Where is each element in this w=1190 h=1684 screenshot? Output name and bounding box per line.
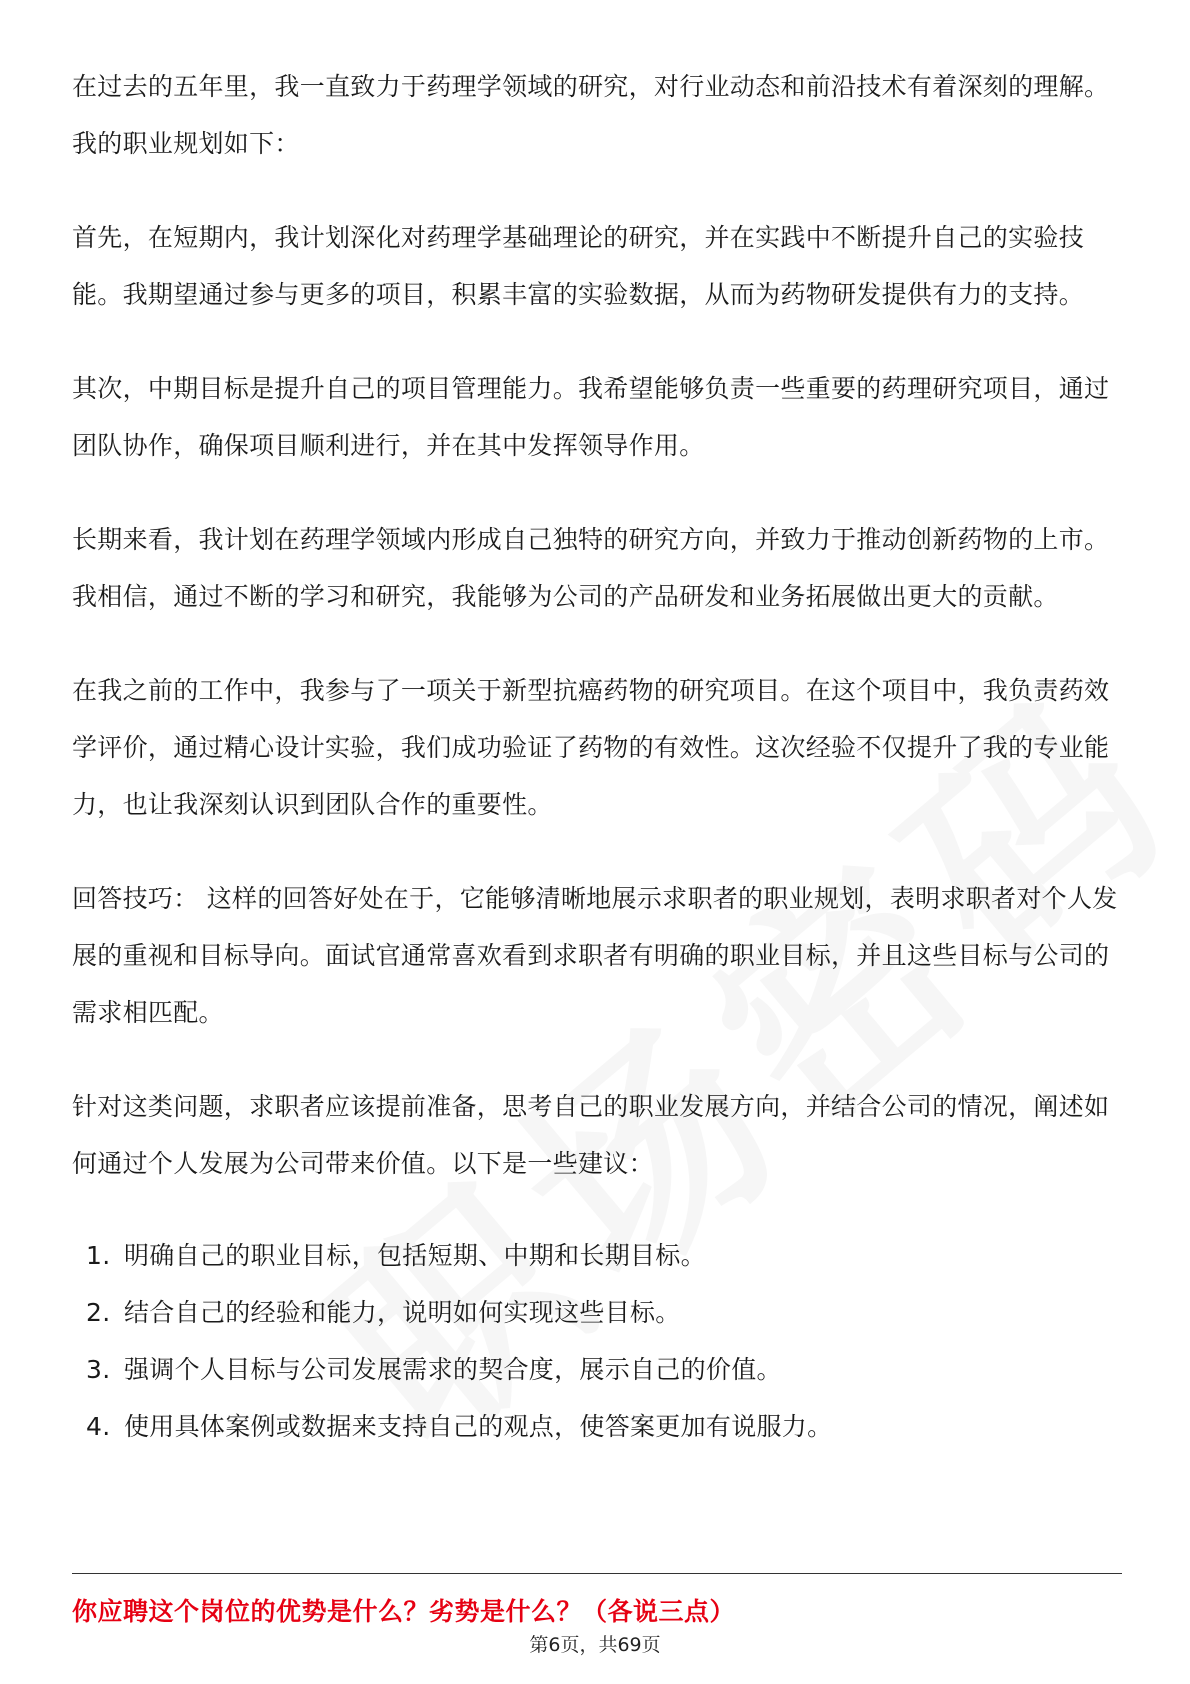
list-item <box>72 1227 1122 1284</box>
list-item-text: 结合自己的经验和能力，说明如何实现这些目标。 <box>124 1298 681 1327</box>
list-item <box>72 1284 1122 1341</box>
paragraph-answer-tips: 回答技巧： 这样的回答好处在于，它能够清晰地展示求职者的职业规划，表明求职者对个人发展的重视和目标导向。面试官通常喜欢看到求职者有明确的职业目标，并且这些目标与公司的需求相匹配。 <box>72 884 1118 1027</box>
paragraph-mid-term: 其次，中期目标是提升自己的项目管理能力。我希望能够负责一些重要的药理研究项目，通过团队协作，确保项目顺利进行，并在其中发挥领导作用。 <box>72 374 1110 460</box>
page-number-footer: 第6页，共69页 <box>529 1634 661 1656</box>
advice-list <box>72 1227 1122 1455</box>
list-item-text: 使用具体案例或数据来支持自己的观点，使答案更加有说服力。 <box>124 1412 833 1441</box>
list-item-number: 4. <box>86 1412 111 1441</box>
paragraph-advice-intro: 针对这类问题，求职者应该提前准备，思考自己的职业发展方向，并结合公司的情况，阐述如何通过个人发展为公司带来价值。以下是一些建议： <box>72 1092 1110 1178</box>
list-item-text: 明确自己的职业目标，包括短期、中期和长期目标。 <box>124 1241 706 1270</box>
next-question-heading: 你应聘这个岗位的优势是什么？劣势是什么？（各说三点） <box>72 1597 736 1626</box>
section-divider <box>72 1573 1122 1574</box>
list-item-text: 强调个人目标与公司发展需求的契合度，展示自己的价值。 <box>124 1355 782 1384</box>
paragraph-long-term: 长期来看，我计划在药理学领域内形成自己独特的研究方向，并致力于推动创新药物的上市。我相信，通过不断的学习和研究，我能够为公司的产品研发和业务拓展做出更大的贡献。 <box>72 525 1110 611</box>
paragraph-intro: 在过去的五年里，我一直致力于药理学领域的研究，对行业动态和前沿技术有着深刻的理解。我的职业规划如下： <box>72 72 1110 158</box>
list-item <box>72 1341 1122 1398</box>
paragraph-short-term: 首先，在短期内，我计划深化对药理学基础理论的研究，并在实践中不断提升自己的实验技能。我期望通过参与更多的项目，积累丰富的实验数据，从而为药物研发提供有力的支持。 <box>72 223 1085 309</box>
list-item-number: 1. <box>86 1241 111 1270</box>
list-item-number: 3. <box>86 1355 111 1384</box>
paragraph-experience: 在我之前的工作中，我参与了一项关于新型抗癌药物的研究项目。在这个项目中，我负责药效学评价，通过精心设计实验，我们成功验证了药物的有效性。这次经验不仅提升了我的专业能力，也让我深刻认识到团队合作的重要性。 <box>72 676 1110 819</box>
document-body <box>72 58 1122 1455</box>
list-item-number: 2. <box>86 1298 111 1327</box>
list-item <box>72 1398 1122 1455</box>
